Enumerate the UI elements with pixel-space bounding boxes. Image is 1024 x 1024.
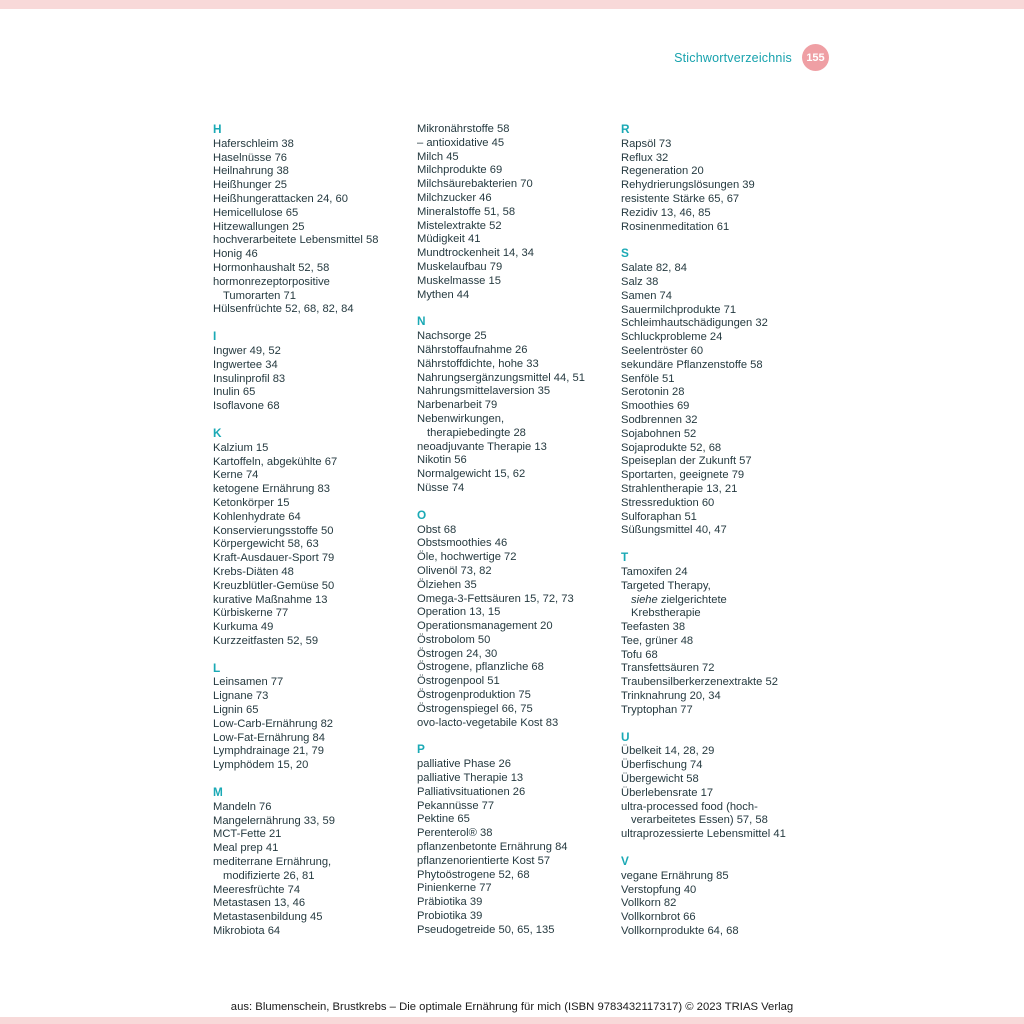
index-entry: Regeneration 20 [621, 165, 704, 178]
index-entry: Low-Carb-Ernährung 82 [213, 717, 334, 730]
index-entry: Haselnüsse 76 [213, 151, 288, 164]
index-entry: Muskelaufbau 79 [417, 260, 503, 273]
index-entry: Ketonkörper 15 [213, 496, 290, 509]
index-entry: Kerne 74 [213, 469, 259, 482]
index-entry: Meal prep 41 [213, 842, 279, 855]
index-entry: Stressreduktion 60 [621, 496, 715, 509]
index-section [213, 427, 417, 649]
index-entry: Lymphödem 15, 20 [213, 759, 309, 772]
index-entry: Nährstoffaufnahme 26 [417, 343, 528, 356]
index-entry: hochverarbeitete Lebensmittel 58 [213, 234, 379, 247]
index-entry: Serotonin 28 [621, 386, 685, 399]
index-entry: Heilnahrung 38 [213, 165, 289, 178]
index-column [213, 123, 417, 939]
index-entry: Inulin 65 [213, 386, 256, 399]
index-entry: Öle, hochwertige 72 [417, 551, 517, 564]
index-entry: Lignane 73 [213, 690, 269, 703]
index-entry: Nüsse 74 [417, 481, 465, 494]
index-entry: Östrogenspiegel 66, 75 [417, 702, 533, 715]
index-entry: Trinknahrung 20, 34 [621, 690, 721, 703]
index-entry: Sulforaphan 51 [621, 510, 697, 523]
index-entry: Vollkorn 82 [621, 897, 677, 910]
index-entry: Pseudogetreide 50, 65, 135 [417, 923, 555, 936]
index-entry: mediterrane Ernährung, [213, 856, 332, 869]
index-section [417, 509, 621, 731]
index-entry: verarbeitetes Essen) 57, 58 [631, 814, 768, 827]
index-entry: Kalzium 15 [213, 441, 269, 454]
index-entry: Körpergewicht 58, 63 [213, 538, 319, 551]
index-entry: Süßungsmittel 40, 47 [621, 524, 727, 537]
index-section [621, 551, 825, 718]
index-entry: Vollkornprodukte 64, 68 [621, 925, 739, 938]
index-entry: Schleimhautschädigungen 32 [621, 317, 768, 330]
index-entry: modifizierte 26, 81 [223, 869, 315, 882]
index-section [213, 662, 417, 773]
section-letter: U [621, 729, 630, 744]
index-entry: Heißhunger 25 [213, 179, 288, 192]
index-entry: Smoothies 69 [621, 400, 690, 413]
index-entry: Teefasten 38 [621, 621, 686, 634]
index-entry: Sportarten, geeignete 79 [621, 469, 745, 482]
index-entry: Hitzewallungen 25 [213, 220, 305, 233]
index-entry: Östrogene, pflanzliche 68 [417, 661, 544, 674]
index-entry: Heißhungerattacken 24, 60 [213, 192, 348, 205]
page-header [674, 44, 829, 71]
index-entry: Hemicellulose 65 [213, 206, 299, 219]
index-entry: Kurkuma 49 [213, 621, 274, 634]
index-columns [213, 123, 825, 939]
index-entry: Mangelernährung 33, 59 [213, 814, 335, 827]
index-entry: pflanzenorientierte Kost 57 [417, 854, 551, 867]
index-entry: therapiebedingte 28 [427, 426, 526, 439]
index-entry: Metastasen 13, 46 [213, 897, 306, 910]
index-entry: Tee, grüner 48 [621, 634, 694, 647]
index-entry: Mikrobiota 64 [213, 925, 281, 938]
index-entry: Tumorarten 71 [223, 289, 296, 302]
index-entry: Kreuzblütler-Gemüse 50 [213, 579, 335, 592]
index-entry: Östrobolom 50 [417, 633, 491, 646]
index-entry: neoadjuvante Therapie 13 [417, 440, 547, 453]
copyright-line: aus: Blumenschein, Brustkrebs – Die optimale Ernährung für mich (ISBN 9783432117317) © 2023 TRIAS Verlag [230, 1001, 794, 1013]
index-entry: Mundtrockenheit 14, 34 [417, 247, 534, 260]
index-entry: Vollkornbrot 66 [621, 911, 696, 924]
index-entry: Salz 38 [621, 275, 659, 288]
index-entry: Milchsäurebakterien 70 [417, 178, 533, 191]
index-section [621, 247, 825, 538]
page-heading: Stichwortverzeichnis [674, 50, 792, 65]
index-entry: Östrogen 24, 30 [417, 647, 498, 660]
index-entry: Überfischung 74 [621, 759, 703, 772]
index-entry: Mythen 44 [417, 288, 470, 301]
index-entry: Verstopfung 40 [621, 883, 697, 896]
index-entry: Isoflavone 68 [213, 400, 280, 413]
index-entry: Kraft-Ausdauer-Sport 79 [213, 552, 335, 565]
section-letter: O [417, 507, 427, 522]
index-entry: Meeresfrüchte 74 [213, 883, 301, 896]
index-entry: Reflux 32 [621, 151, 669, 164]
index-section [213, 123, 417, 317]
index-entry: Übelkeit 14, 28, 29 [621, 745, 715, 758]
index-entry: Operationsmanagement 20 [417, 620, 553, 633]
adjacent-page-edge-bottom [0, 1017, 1024, 1024]
index-entry: Obst 68 [417, 523, 457, 536]
index-entry: Tofu 68 [621, 648, 658, 661]
index-entry: hormonrezeptorpositive [213, 275, 330, 288]
index-entry: ultra-processed food (hoch- [621, 800, 758, 813]
index-entry: Muskelmasse 15 [417, 274, 501, 287]
index-entry: Mandeln 76 [213, 800, 272, 813]
index-entry: palliative Phase 26 [417, 758, 511, 771]
index-entry: Hülsenfrüchte 52, 68, 82, 84 [213, 303, 354, 316]
index-entry: – antioxidative 45 [417, 136, 505, 149]
section-letter: P [417, 742, 425, 757]
index-entry: pflanzenbetonte Ernährung 84 [417, 841, 568, 854]
section-letter: N [417, 314, 426, 329]
index-section [621, 731, 825, 842]
index-entry: Östrogenproduktion 75 [417, 689, 531, 702]
index-entry: Rapsöl 73 [621, 137, 672, 150]
section-letter: H [213, 122, 222, 136]
index-entry: Mikronährstoffe 58 [417, 123, 510, 135]
index-entry: Tryptophan 77 [621, 703, 693, 716]
index-entry: Strahlentherapie 13, 21 [621, 482, 738, 495]
section-letter: V [621, 854, 629, 869]
index-entry: Sauermilchprodukte 71 [621, 303, 737, 316]
index-entry: Konservierungsstoffe 50 [213, 524, 334, 537]
index-entry: Salate 82, 84 [621, 262, 687, 275]
index-entry: Ölziehen 35 [417, 578, 477, 591]
index-entry: Narbenarbeit 79 [417, 399, 498, 412]
page-number-badge: 155 [802, 44, 829, 71]
index-entry: Milchzucker 46 [417, 191, 492, 204]
index-entry: Sojaprodukte 52, 68 [621, 441, 722, 454]
index-entry: Traubensilberkerzenextrakte 52 [621, 676, 778, 689]
index-entry: ovo-lacto-vegetabile Kost 83 [417, 716, 559, 729]
index-entry: Überlebensrate 17 [621, 786, 714, 799]
index-entry: Kartoffeln, abgekühlte 67 [213, 455, 338, 468]
index-entry: Nahrungsmittelaversion 35 [417, 385, 551, 398]
index-entry: Tamoxifen 24 [621, 565, 688, 578]
index-entry: Kürbiskerne 77 [213, 607, 289, 620]
index-entry: Pinienkerne 77 [417, 882, 492, 895]
index-entry: palliative Therapie 13 [417, 772, 524, 785]
index-entry: MCT-Fette 21 [213, 828, 282, 841]
index-entry: Pekannüsse 77 [417, 799, 495, 812]
index-entry: Hormonhaushalt 52, 58 [213, 261, 330, 274]
index-entry: Nebenwirkungen, [417, 412, 505, 425]
index-entry: Metastasenbildung 45 [213, 911, 323, 924]
index-entry: Lignin 65 [213, 704, 259, 717]
index-entry: Pektine 65 [417, 813, 470, 826]
index-entry: Low-Fat-Ernährung 84 [213, 731, 325, 744]
index-entry: Rosinenmeditation 61 [621, 220, 730, 233]
section-letter: R [621, 122, 630, 136]
index-entry: Östrogenpool 51 [417, 675, 500, 688]
index-entry: Transfettsäuren 72 [621, 662, 715, 675]
index-entry: Targeted Therapy, [621, 579, 711, 592]
index-entry: Insulinprofil 83 [213, 372, 286, 385]
index-entry: Nikotin 56 [417, 454, 467, 467]
index-entry: Milchprodukte 69 [417, 164, 503, 177]
index-entry: Mineralstoffe 51, 58 [417, 205, 516, 218]
index-entry: Leinsamen 77 [213, 676, 284, 689]
index-entry: Ingwertee 34 [213, 358, 278, 371]
index-entry: Mistelextrakte 52 [417, 219, 502, 232]
index-section [213, 330, 417, 414]
index-section [621, 855, 825, 939]
index-entry: Milch 45 [417, 150, 459, 163]
index-entry: Sodbrennen 32 [621, 413, 698, 426]
index-entry: Phytoöstrogene 52, 68 [417, 868, 530, 881]
index-entry: sekundäre Pflanzenstoffe 58 [621, 358, 763, 371]
index-entry: Lymphdrainage 21, 79 [213, 745, 324, 758]
section-letter: I [213, 329, 217, 344]
index-column [417, 123, 621, 939]
index-entry: vegane Ernährung 85 [621, 869, 729, 882]
index-entry: Krebs-Diäten 48 [213, 565, 294, 578]
index-section [417, 123, 621, 302]
section-letter: L [213, 660, 221, 675]
section-letter: S [621, 246, 629, 261]
index-entry: Perenterol® 38 [417, 827, 493, 840]
index-entry: Kurzzeitfasten 52, 59 [213, 634, 319, 647]
index-entry: Olivenöl 73, 82 [417, 564, 492, 577]
index-entry: Rehydrierungslösungen 39 [621, 179, 755, 192]
index-entry: Omega-3-Fettsäuren 15, 72, 73 [417, 592, 574, 605]
index-entry: Nährstoffdichte, hohe 33 [417, 357, 539, 370]
index-section [621, 123, 825, 234]
section-letter: M [213, 785, 223, 800]
index-section [417, 743, 621, 937]
index-section [417, 315, 621, 495]
index-entry: ultraprozessierte Lebensmittel 41 [621, 828, 786, 841]
index-entry: Seelentröster 60 [621, 344, 704, 357]
index-entry: Nahrungsergänzungsmittel 44, 51 [417, 371, 585, 384]
index-entry: Kohlenhydrate 64 [213, 510, 301, 523]
section-letter: K [213, 425, 222, 440]
index-entry: Rezidiv 13, 46, 85 [621, 206, 711, 219]
index-entry: Krebstherapie [631, 607, 701, 620]
index-entry: Probiotika 39 [417, 910, 483, 923]
index-entry: kurative Maßnahme 13 [213, 593, 328, 606]
section-letter: T [621, 550, 629, 565]
index-entry: Samen 74 [621, 289, 672, 302]
index-entry: Operation 13, 15 [417, 606, 501, 619]
index-entry: resistente Stärke 65, 67 [621, 192, 740, 205]
index-entry: Ingwer 49, 52 [213, 344, 281, 357]
index-entry: Senföle 51 [621, 372, 675, 385]
index-entry: Schluckprobleme 24 [621, 331, 723, 344]
index-column [621, 123, 825, 939]
adjacent-page-edge-top [0, 0, 1024, 9]
index-entry: Palliativsituationen 26 [417, 785, 526, 798]
index-section [213, 786, 417, 939]
index-entry: Übergewicht 58 [621, 773, 699, 786]
index-entry: Sojabohnen 52 [621, 427, 697, 440]
index-entry: Honig 46 [213, 248, 258, 261]
index-entry: Speiseplan der Zukunft 57 [621, 455, 752, 468]
index-entry: ketogene Ernährung 83 [213, 483, 330, 496]
index-entry: Müdigkeit 41 [417, 233, 481, 246]
index-entry: Obstsmoothies 46 [417, 537, 508, 550]
index-entry: Normalgewicht 15, 62 [417, 468, 526, 481]
index-entry: Nachsorge 25 [417, 330, 487, 343]
index-entry: siehe zielgerichtete [631, 593, 727, 606]
index-entry: Präbiotika 39 [417, 896, 483, 909]
index-entry: Haferschleim 38 [213, 137, 294, 150]
